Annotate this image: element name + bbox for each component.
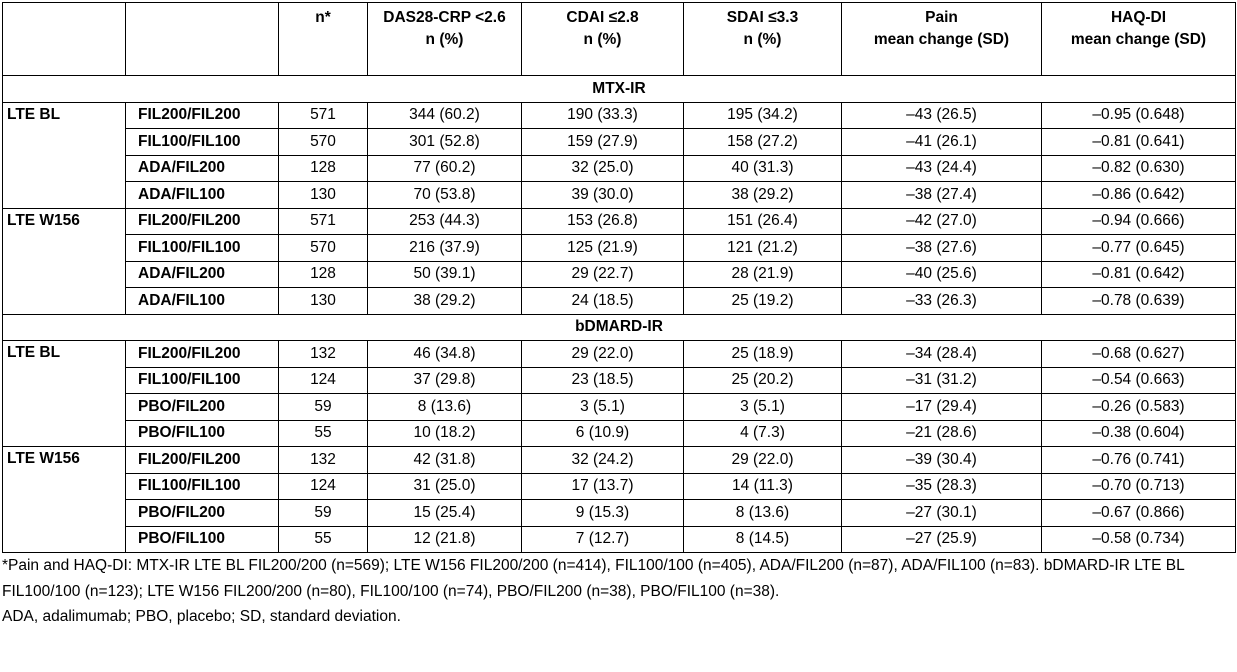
table-cell: –0.76 (0.741) (1042, 447, 1236, 474)
table-cell: –0.81 (0.642) (1042, 261, 1236, 288)
table-row (3, 447, 1236, 474)
treatment-label: ADA/FIL200 (126, 261, 279, 288)
column-header (3, 3, 126, 76)
table-row (3, 208, 1236, 235)
table-cell: 25 (19.2) (684, 288, 842, 315)
table-cell: 14 (11.3) (684, 473, 842, 500)
table-row (3, 288, 1236, 315)
section-title: bDMARD-IR (3, 314, 1236, 341)
table-cell: 8 (13.6) (368, 394, 522, 421)
table-cell: –33 (26.3) (842, 288, 1042, 315)
table-cell: 153 (26.8) (522, 208, 684, 235)
treatment-label: FIL100/FIL100 (126, 367, 279, 394)
treatment-label: FIL200/FIL200 (126, 447, 279, 474)
treatment-label: PBO/FIL100 (126, 526, 279, 553)
table-cell: 132 (279, 341, 368, 368)
table-row (3, 155, 1236, 182)
table-cell: –38 (27.6) (842, 235, 1042, 262)
table-cell: –43 (24.4) (842, 155, 1042, 182)
table-cell: 39 (30.0) (522, 182, 684, 209)
table-row (3, 235, 1236, 262)
table-cell: 151 (26.4) (684, 208, 842, 235)
table-cell: 195 (34.2) (684, 102, 842, 129)
table-cell: 124 (279, 367, 368, 394)
table-cell: 128 (279, 155, 368, 182)
table-row (3, 420, 1236, 447)
table-cell: 12 (21.8) (368, 526, 522, 553)
table-cell: 3 (5.1) (684, 394, 842, 421)
table-cell: 159 (27.9) (522, 129, 684, 156)
column-header-line: mean change (SD) (1070, 31, 1207, 48)
table-cell: –0.38 (0.604) (1042, 420, 1236, 447)
table-cell: 15 (25.4) (368, 500, 522, 527)
table-row (3, 526, 1236, 553)
table-cell: 571 (279, 102, 368, 129)
table-cell: 25 (20.2) (684, 367, 842, 394)
table-cell: 17 (13.7) (522, 473, 684, 500)
table-cell: 55 (279, 526, 368, 553)
table-cell: –0.54 (0.663) (1042, 367, 1236, 394)
treatment-label: PBO/FIL100 (126, 420, 279, 447)
section-row (3, 314, 1236, 341)
treatment-label: ADA/FIL200 (126, 155, 279, 182)
column-header-line: n (%) (583, 31, 622, 48)
section-title: MTX-IR (3, 76, 1236, 103)
table-cell: 6 (10.9) (522, 420, 684, 447)
column-header-line: n (%) (425, 31, 464, 48)
table-cell: –27 (30.1) (842, 500, 1042, 527)
table-row (3, 394, 1236, 421)
table-cell: 28 (21.9) (684, 261, 842, 288)
table-cell: –0.94 (0.666) (1042, 208, 1236, 235)
column-header (842, 3, 1042, 76)
treatment-label: FIL200/FIL200 (126, 102, 279, 129)
table-cell: 31 (25.0) (368, 473, 522, 500)
table-cell: 59 (279, 394, 368, 421)
table-cell: –0.78 (0.639) (1042, 288, 1236, 315)
treatment-label: PBO/FIL200 (126, 500, 279, 527)
results-table (2, 2, 1236, 553)
treatment-label: FIL100/FIL100 (126, 473, 279, 500)
table-cell: –0.67 (0.866) (1042, 500, 1236, 527)
table-cell: –0.86 (0.642) (1042, 182, 1236, 209)
table-cell: 130 (279, 182, 368, 209)
column-header (522, 3, 684, 76)
table-cell: –0.58 (0.734) (1042, 526, 1236, 553)
table-cell: 158 (27.2) (684, 129, 842, 156)
table-cell: –42 (27.0) (842, 208, 1042, 235)
table-cell: 124 (279, 473, 368, 500)
table-cell: 29 (22.7) (522, 261, 684, 288)
column-header-line: SDAI ≤3.3 (726, 9, 799, 26)
table-cell: 32 (25.0) (522, 155, 684, 182)
section-row (3, 76, 1236, 103)
footnote-abbreviations: ADA, adalimumab; PBO, placebo; SD, standard deviation. (2, 608, 401, 625)
table-cell: 25 (18.9) (684, 341, 842, 368)
table-cell: 121 (21.2) (684, 235, 842, 262)
column-header-line: HAQ-DI (1110, 9, 1167, 26)
table-cell: –39 (30.4) (842, 447, 1042, 474)
table-cell: 70 (53.8) (368, 182, 522, 209)
table-cell: 32 (24.2) (522, 447, 684, 474)
column-header (368, 3, 522, 76)
table-cell: 344 (60.2) (368, 102, 522, 129)
treatment-label: FIL200/FIL200 (126, 208, 279, 235)
table-cell: 130 (279, 288, 368, 315)
table-cell: –38 (27.4) (842, 182, 1042, 209)
table-cell: 29 (22.0) (522, 341, 684, 368)
table-cell: –31 (31.2) (842, 367, 1042, 394)
table-cell: –0.77 (0.645) (1042, 235, 1236, 262)
timepoint-label: LTE W156 (3, 447, 126, 553)
footnotes (2, 553, 1232, 630)
table-cell: –41 (26.1) (842, 129, 1042, 156)
table-cell: 29 (22.0) (684, 447, 842, 474)
table-row (3, 261, 1236, 288)
table-cell: 23 (18.5) (522, 367, 684, 394)
table-cell: 55 (279, 420, 368, 447)
table-cell: –0.95 (0.648) (1042, 102, 1236, 129)
table-cell: 77 (60.2) (368, 155, 522, 182)
table-cell: 571 (279, 208, 368, 235)
treatment-label: ADA/FIL100 (126, 182, 279, 209)
table-cell: 216 (37.9) (368, 235, 522, 262)
table-cell: –40 (25.6) (842, 261, 1042, 288)
table-cell: –27 (25.9) (842, 526, 1042, 553)
column-header-line: n (%) (743, 31, 782, 48)
table-row (3, 500, 1236, 527)
table-cell: 570 (279, 129, 368, 156)
table-row (3, 129, 1236, 156)
column-header-line: mean change (SD) (873, 31, 1010, 48)
table-cell: 301 (52.8) (368, 129, 522, 156)
table-row (3, 367, 1236, 394)
treatment-label: FIL100/FIL100 (126, 129, 279, 156)
table-cell: 570 (279, 235, 368, 262)
treatment-label: ADA/FIL100 (126, 288, 279, 315)
timepoint-label: LTE W156 (3, 208, 126, 314)
table-cell: 4 (7.3) (684, 420, 842, 447)
table-cell: 190 (33.3) (522, 102, 684, 129)
column-header-line: n* (315, 9, 331, 26)
column-header-line: CDAI ≤2.8 (566, 9, 639, 26)
table-cell: –35 (28.3) (842, 473, 1042, 500)
table-cell: –43 (26.5) (842, 102, 1042, 129)
table-cell: 9 (15.3) (522, 500, 684, 527)
table-row (3, 182, 1236, 209)
table-cell: 46 (34.8) (368, 341, 522, 368)
table-cell: –34 (28.4) (842, 341, 1042, 368)
table-cell: –0.82 (0.630) (1042, 155, 1236, 182)
column-header (126, 3, 279, 76)
column-header-line: DAS28-CRP <2.6 (383, 9, 506, 26)
column-header-line: Pain (925, 9, 958, 26)
footnote-pain-haq: *Pain and HAQ-DI: MTX-IR LTE BL FIL200/200 (n=569); LTE W156 FIL200/200 (n=414), FIL100/100 (n=405), ADA/FIL200 (n=87), ADA/FIL100 (n=83). bDMARD-IR LTE BL FIL100/100 (n=123); LTE W156 FIL200/200 (n=80), FIL100/100 (n=74), PBO/FIL200 (n=38), PBO/FIL100 (n=38). (2, 557, 1185, 600)
table-cell: 59 (279, 500, 368, 527)
table-row (3, 473, 1236, 500)
treatment-label: FIL100/FIL100 (126, 235, 279, 262)
table-cell: 253 (44.3) (368, 208, 522, 235)
column-header (1042, 3, 1236, 76)
table-cell: –21 (28.6) (842, 420, 1042, 447)
table-cell: 10 (18.2) (368, 420, 522, 447)
timepoint-label: LTE BL (3, 341, 126, 447)
table-cell: –0.70 (0.713) (1042, 473, 1236, 500)
table-cell: 7 (12.7) (522, 526, 684, 553)
table-cell: –0.81 (0.641) (1042, 129, 1236, 156)
table-cell: 8 (13.6) (684, 500, 842, 527)
table-cell: –0.26 (0.583) (1042, 394, 1236, 421)
table-cell: 8 (14.5) (684, 526, 842, 553)
table-cell: –17 (29.4) (842, 394, 1042, 421)
table-cell: –0.68 (0.627) (1042, 341, 1236, 368)
table-cell: 24 (18.5) (522, 288, 684, 315)
treatment-label: FIL200/FIL200 (126, 341, 279, 368)
table-cell: 132 (279, 447, 368, 474)
table-cell: 37 (29.8) (368, 367, 522, 394)
table-cell: 3 (5.1) (522, 394, 684, 421)
header-row (3, 3, 1236, 76)
timepoint-label: LTE BL (3, 102, 126, 208)
column-header (684, 3, 842, 76)
table-cell: 125 (21.9) (522, 235, 684, 262)
table-cell: 40 (31.3) (684, 155, 842, 182)
table-cell: 42 (31.8) (368, 447, 522, 474)
column-header (279, 3, 368, 76)
table-row (3, 341, 1236, 368)
table-row (3, 102, 1236, 129)
treatment-label: PBO/FIL200 (126, 394, 279, 421)
table-cell: 50 (39.1) (368, 261, 522, 288)
table-cell: 128 (279, 261, 368, 288)
table-cell: 38 (29.2) (684, 182, 842, 209)
table-cell: 38 (29.2) (368, 288, 522, 315)
